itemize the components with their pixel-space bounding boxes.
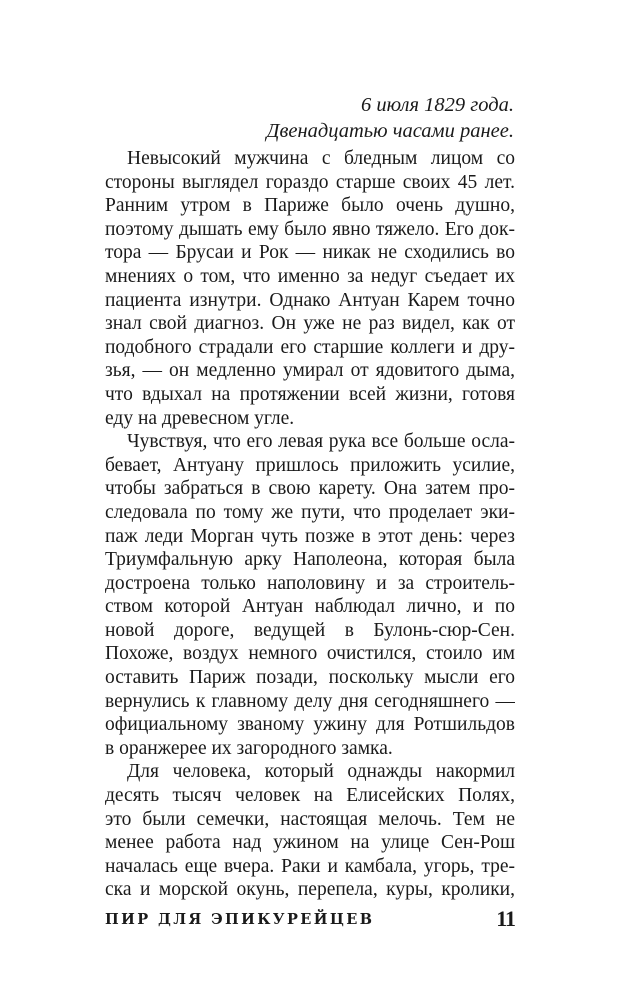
text-line: знал свой диагноз. Он уже не раз видел, как от	[105, 313, 515, 335]
text-line: Триумфальную арку Наполеона, которая была	[105, 549, 515, 571]
epigraph-date: 6 июля 1829 года.	[360, 94, 514, 116]
text-line: пациента изнутри. Однако Антуан Карем точно	[105, 289, 515, 311]
page-footer	[105, 908, 515, 932]
text-line: мнениях о том, что именно за недуг съедает их	[105, 265, 515, 287]
text-line: началась еще вчера. Раки и камбала, угорь, тре-	[105, 855, 515, 877]
text-line: паж леди Морган чуть позже в этот день: через	[105, 525, 515, 547]
text-line: чтобы забраться в свою карету. Она затем про-	[105, 478, 515, 500]
text-line: оставить Париж позади, поскольку мысли его	[105, 667, 515, 689]
text-line: поэтому дышать ему было явно тяжело. Его док-	[105, 218, 515, 240]
text-line: еду на древесном угле.	[105, 407, 295, 429]
text-line: ска и морской окунь, перепела, куры, кролики,	[105, 879, 515, 901]
text-line: вернулись к главному делу дня сегодняшнего —	[105, 690, 515, 712]
text-line: Ранним утром в Париже было очень душно,	[105, 195, 515, 217]
paragraph	[105, 430, 515, 760]
text-line: это были семечки, настоящая мелочь. Тем не	[105, 808, 515, 830]
text-line: стороны выглядел гораздо старше своих 45 лет.	[105, 171, 515, 193]
body-text	[105, 147, 515, 902]
text-line: новой дороге, ведущей в Булонь-сюр-Сен.	[105, 619, 515, 641]
running-title: ПИР ДЛЯ ЭПИКУРЕЙЦЕВ	[105, 911, 375, 928]
text-line: достроена только наполовину и за строитель-	[105, 572, 515, 594]
text-line: Невысокий мужчина с бледным лицом со	[127, 148, 515, 169]
text-line: что вдыхал на протяжении всей жизни, готовя	[105, 383, 515, 405]
text-line: в оранжерее их загородного замка.	[105, 737, 393, 759]
paragraph	[105, 147, 515, 430]
text-line: официальному званому ужину для Ротшильдов	[105, 714, 515, 736]
page-number: 11	[496, 906, 515, 931]
text-line: Чувствуя, что его левая рука все больше осла-	[127, 431, 515, 453]
text-line: бевает, Антуану пришлось приложить усилие,	[105, 454, 515, 476]
text-line: Для человека, который однажды накормил	[127, 761, 515, 783]
text-line: ством которой Антуан наблюдал лично, и по	[105, 596, 515, 618]
text-line: зья, — он медленно умирал от ядовитого дыма,	[105, 360, 515, 382]
text-line: десять тысяч человек на Елисейских Полях,	[105, 785, 515, 807]
text-line: подобного страдали его старшие коллеги и дру-	[105, 336, 515, 358]
text-line: Похоже, воздух немного очистился, стоило им	[105, 643, 515, 665]
text-line: следовала по тому же пути, что проделает эки-	[105, 501, 515, 523]
paragraph	[105, 760, 515, 902]
text-line: менее работа над ужином на улице Сен-Рош	[105, 832, 515, 854]
epigraph-time: Двенадцатью часами ранее.	[266, 120, 514, 142]
text-line: тора — Брусаи и Рок — никак не сходились во	[105, 242, 515, 264]
